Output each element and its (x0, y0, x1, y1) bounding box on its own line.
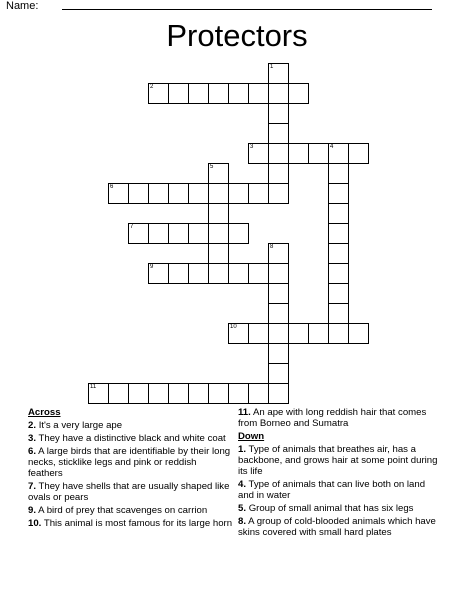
clue-item-number: 2. (28, 420, 37, 431)
down-heading: Down (238, 431, 265, 442)
grid-cell[interactable] (148, 83, 169, 104)
grid-cell[interactable] (128, 223, 149, 244)
grid-cell[interactable] (248, 83, 269, 104)
grid-cell[interactable] (228, 383, 249, 404)
grid-cell[interactable] (208, 183, 229, 204)
clue-item-text: A large birds that are identifiable by their long necks, sticklike legs and pink or reddish feathers (28, 446, 231, 479)
clue-item (238, 503, 438, 514)
clue-item (28, 518, 233, 529)
grid-cell[interactable] (328, 323, 349, 344)
down-clue-list (238, 444, 438, 538)
clue-item (28, 420, 233, 431)
clue-number: 5 (210, 164, 214, 170)
grid-cell[interactable] (268, 103, 289, 124)
grid-cell[interactable] (328, 143, 349, 164)
grid-cell[interactable] (268, 83, 289, 104)
grid-cell[interactable] (168, 383, 189, 404)
clue-item-number: 10. (28, 518, 42, 529)
grid-cell[interactable] (268, 143, 289, 164)
grid-cell[interactable] (228, 323, 249, 344)
grid-cell[interactable] (248, 383, 269, 404)
clue-number: 9 (150, 264, 154, 270)
grid-cell[interactable] (268, 363, 289, 384)
grid-cell[interactable] (348, 143, 369, 164)
clue-number: 4 (330, 144, 334, 150)
clue-item-number: 4. (238, 479, 247, 490)
grid-cell[interactable] (268, 123, 289, 144)
clue-item (28, 505, 233, 516)
grid-cell[interactable] (328, 243, 349, 264)
grid-cell[interactable] (228, 263, 249, 284)
clue-item-number: 7. (28, 481, 37, 492)
clue-item-text: Type of animals that can live both on land and in water (238, 479, 426, 501)
grid-cell[interactable] (208, 83, 229, 104)
grid-cell[interactable] (148, 383, 169, 404)
clue-number: 1 (270, 64, 274, 70)
grid-cell[interactable] (248, 143, 269, 164)
grid-cell[interactable] (168, 183, 189, 204)
clue-item-number: 5. (238, 503, 247, 514)
grid-cell[interactable] (268, 383, 289, 404)
grid-cell[interactable] (188, 83, 209, 104)
grid-cell[interactable] (268, 303, 289, 324)
grid-cell[interactable] (248, 263, 269, 284)
clue-number: 3 (250, 144, 254, 150)
clue-item (28, 481, 233, 503)
clue-item-text: An ape with long reddish hair that comes from Borneo and Sumatra (238, 407, 427, 429)
across-heading: Across (28, 407, 61, 418)
grid-cell[interactable] (188, 223, 209, 244)
clue-item-number: 9. (28, 505, 37, 516)
grid-cell[interactable] (328, 303, 349, 324)
clue-number: 10 (230, 324, 237, 330)
grid-cell[interactable] (128, 383, 149, 404)
grid-cell[interactable] (268, 263, 289, 284)
clue-item-text: A group of cold-blooded animals which have skins covered with small hard plates (238, 516, 436, 538)
clue-item-number: 6. (28, 446, 37, 457)
grid-cell[interactable] (288, 83, 309, 104)
clue-item (238, 444, 438, 477)
grid-cell[interactable] (188, 383, 209, 404)
clue-item-text: A bird of prey that scavenges on carrion (38, 505, 208, 516)
grid-cell[interactable] (108, 183, 129, 204)
clue-number: 8 (270, 244, 274, 250)
grid-cell[interactable] (108, 383, 129, 404)
grid-cell[interactable] (288, 323, 309, 344)
grid-cell[interactable] (148, 263, 169, 284)
clue-item-number: 11. (238, 407, 251, 418)
clue-item (238, 516, 438, 538)
grid-cell[interactable] (328, 163, 349, 184)
name-label: Name: (6, 0, 39, 12)
clue-number: 11 (90, 384, 97, 390)
grid-cell[interactable] (148, 223, 169, 244)
clue-item-text: They have a distinctive black and white coat (38, 433, 226, 444)
grid-cell[interactable] (328, 223, 349, 244)
grid-cell[interactable] (208, 163, 229, 184)
grid-cell[interactable] (208, 263, 229, 284)
grid-cell[interactable] (328, 183, 349, 204)
clue-item-text: Group of small animal that has six legs (248, 503, 414, 514)
clue-item-number: 8. (238, 516, 247, 527)
puzzle-title: Protectors (166, 18, 308, 53)
grid-cell[interactable] (268, 283, 289, 304)
clue-item (28, 433, 233, 444)
clue-item-text: Type of animals that breathes air, has a backbone, and grows hair at some point during its life (238, 444, 438, 477)
grid-cell[interactable] (228, 183, 249, 204)
grid-cell[interactable] (168, 263, 189, 284)
grid-cell[interactable] (328, 203, 349, 224)
clues-left-column (28, 407, 233, 531)
clue-item-text: They have shells that are usually shaped like ovals or pears (28, 481, 230, 503)
grid-cell[interactable] (348, 323, 369, 344)
grid-cell[interactable] (168, 223, 189, 244)
grid-cell[interactable] (168, 83, 189, 104)
grid-cell[interactable] (228, 83, 249, 104)
clue-number: 2 (150, 84, 154, 90)
grid-cell[interactable] (208, 203, 229, 224)
grid-cell[interactable] (328, 283, 349, 304)
grid-cell[interactable] (268, 243, 289, 264)
grid-cell[interactable] (268, 323, 289, 344)
clue-item-number: 1. (238, 444, 247, 455)
clue-item (28, 446, 233, 479)
grid-cell[interactable] (268, 163, 289, 184)
grid-cell[interactable] (208, 383, 229, 404)
grid-cell[interactable] (268, 63, 289, 84)
grid-cell[interactable] (288, 143, 309, 164)
grid-cell[interactable] (208, 223, 229, 244)
grid-cell[interactable] (268, 183, 289, 204)
clue-item-number: 3. (28, 433, 37, 444)
grid-cell[interactable] (308, 323, 329, 344)
grid-cell[interactable] (88, 383, 109, 404)
clue-item-text: It's a very large ape (38, 420, 123, 431)
grid-cell[interactable] (248, 323, 269, 344)
grid-cell[interactable] (248, 183, 269, 204)
grid-cell[interactable] (268, 343, 289, 364)
grid-cell[interactable] (148, 183, 169, 204)
grid-cell[interactable] (208, 243, 229, 264)
across-clue-list-continued (238, 407, 438, 429)
grid-cell[interactable] (188, 183, 209, 204)
clue-number: 7 (130, 224, 134, 230)
grid-cell[interactable] (228, 223, 249, 244)
clue-item-text: This animal is most famous for its large horn (43, 518, 233, 529)
grid-cell[interactable] (308, 143, 329, 164)
clue-number: 6 (110, 184, 114, 190)
across-clue-list (28, 420, 233, 529)
grid-cell[interactable] (128, 183, 149, 204)
grid-cell[interactable] (328, 263, 349, 284)
grid-cell[interactable] (188, 263, 209, 284)
clues-right-column (238, 407, 438, 540)
clue-item (238, 479, 438, 501)
clue-item (238, 407, 438, 429)
